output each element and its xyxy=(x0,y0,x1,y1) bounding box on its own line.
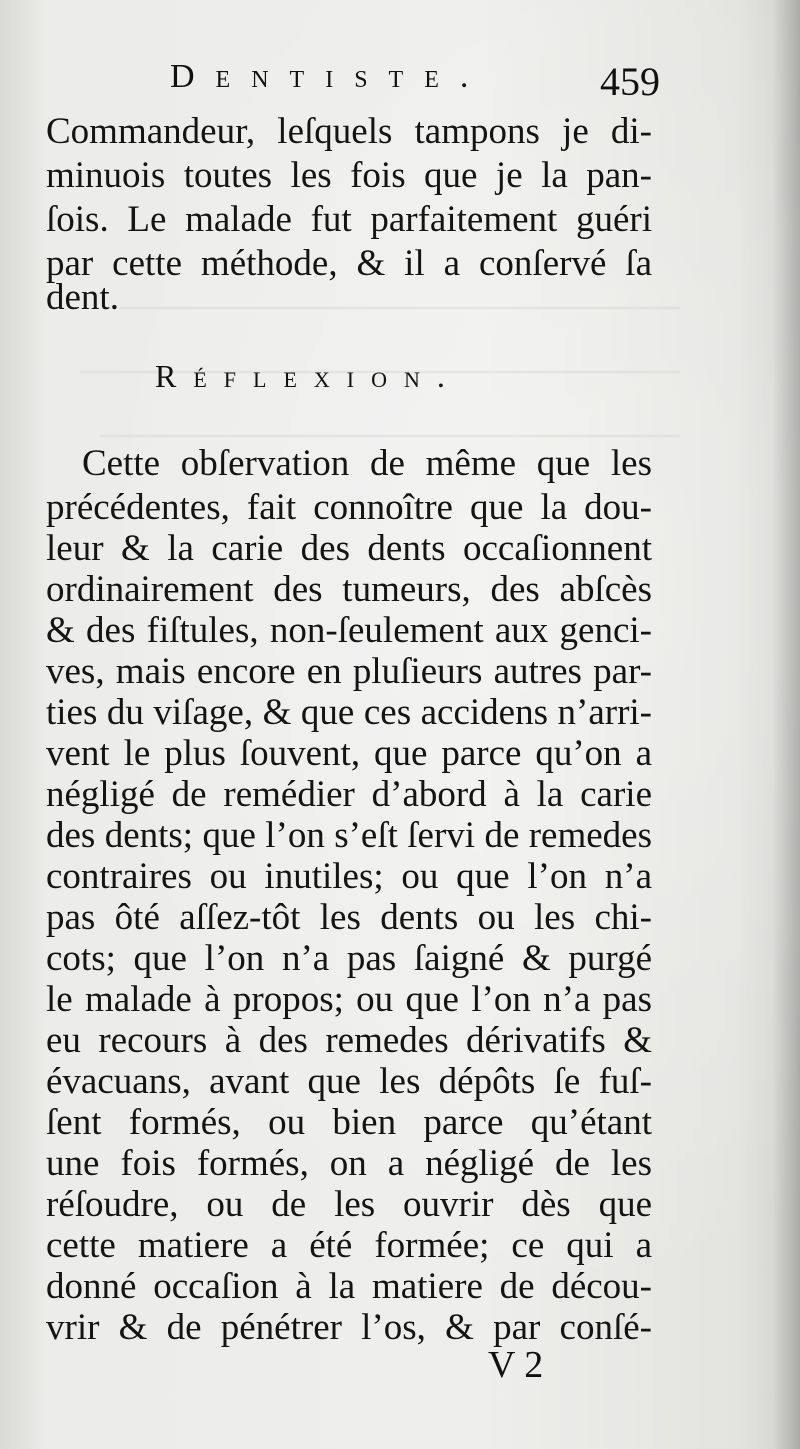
text-line: le malade à propos; ou que l’on n’a pas xyxy=(46,979,652,1020)
text-line: & des fiſtules, non-ſeulement aux genci- xyxy=(46,610,652,651)
text-line: réſoudre, ou de les ouvrir dès que xyxy=(46,1184,652,1225)
text-line: ties du viſage, & que ces accidens n’arri- xyxy=(46,692,652,733)
running-head xyxy=(170,58,660,108)
text-line: cots; que l’on n’a pas ſaigné & purgé xyxy=(46,938,652,979)
text-line: Cette obſervation de même que les xyxy=(82,443,652,484)
text-line: une fois formés, on a négligé de les xyxy=(46,1143,652,1184)
text-line: Commandeur, leſquels tampons je di- xyxy=(46,111,652,152)
text-line: précédentes, fait connoître que la dou- xyxy=(46,487,652,528)
text-line: eu recours à des remedes dérivatifs & xyxy=(46,1020,652,1061)
text-line: leur & la carie des dents occaſionnent xyxy=(46,528,652,569)
text-line: des dents; que l’on s’eſt ſervi de remedes xyxy=(46,815,652,856)
text-line: ordinairement des tumeurs, des abſcès xyxy=(46,569,652,610)
text-line: cette matiere a été formée; ce qui a xyxy=(46,1225,652,1266)
text-line: dent. xyxy=(46,277,119,318)
text-line: évacuans, avant que les dépôts ſe fuſ- xyxy=(46,1061,652,1102)
text-line: contraires ou inutiles; ou que l’on n’a xyxy=(46,856,652,897)
page-number: 459 xyxy=(600,59,660,104)
text-line: ves, mais encore en pluſieurs autres par- xyxy=(46,651,652,692)
text-line: vrir & de pénétrer l’os, & par conſé- xyxy=(46,1307,652,1348)
text-line: donné occaſion à la matiere de décou- xyxy=(46,1266,652,1307)
text-line: par cette méthode, & il a conſervé ſa xyxy=(46,243,652,284)
text-line: pas ôté aſſez-tôt les dents ou les chi- xyxy=(46,897,652,938)
signature-mark: V 2 xyxy=(488,1344,544,1386)
text-line: ſent formés, ou bien parce qu’étant xyxy=(46,1102,652,1143)
text-line: vent le plus ſouvent, que parce qu’on a xyxy=(46,733,652,774)
page-edge-shadow xyxy=(772,0,800,1449)
text-line: minuois toutes les fois que je la pan- xyxy=(46,155,652,196)
text-line: négligé de remédier d’abord à la carie xyxy=(46,774,652,815)
text-line: ſois. Le malade fut parfaitement guéri xyxy=(46,199,652,240)
section-heading: Réflexion. xyxy=(155,358,462,394)
running-title: Dentiste. xyxy=(170,58,490,95)
